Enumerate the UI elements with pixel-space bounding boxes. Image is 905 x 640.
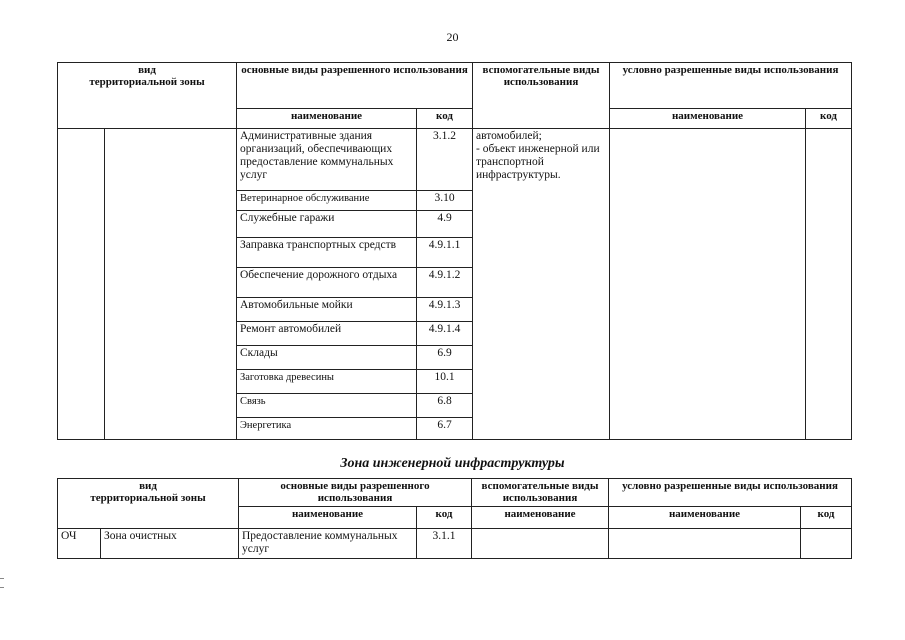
zone-name-cell: Зона очистных (101, 529, 239, 559)
aux-uses-cell: автомобилей; - объект инженерной или транспортной инфраструктуры. (473, 129, 610, 440)
zone-code-cell: ОЧ (58, 529, 101, 559)
main-use-name: Заготовка древесины (237, 370, 417, 394)
main-use-name: Энергетика (237, 418, 417, 440)
main-use-code: 4.9.1.2 (417, 268, 473, 298)
main-use-name: Обеспечение дорожного отдыха (237, 268, 417, 298)
main-use-code: 4.9.1.4 (417, 322, 473, 346)
main-use-name: Заправка транспортных средств (237, 238, 417, 268)
main-use-code: 6.8 (417, 394, 473, 418)
header-cond-name: наименование (609, 507, 801, 529)
main-use-code: 6.7 (417, 418, 473, 440)
land-use-table-1 (57, 62, 852, 440)
zone-title: Зона инженерной инфраструктуры (340, 456, 565, 471)
main-use-name: Связь (237, 394, 417, 418)
zone-code-cell (58, 129, 105, 440)
main-use-name: Автомобильные мойки (237, 298, 417, 322)
header-aux-uses: вспомогательные виды использования (472, 479, 609, 507)
header-main-name: наименование (239, 507, 417, 529)
main-use-code: 4.9.1.3 (417, 298, 473, 322)
main-use-name: Предоставление коммунальных услуг (239, 529, 417, 559)
header-cond-name: наименование (610, 109, 806, 129)
header-zone-type: вид территориальной зоны (58, 63, 237, 129)
main-use-name: Административные здания организаций, обеспечивающих предоставление коммунальных услуг (237, 129, 417, 191)
zone-name-cell (105, 129, 237, 440)
header-main-code: код (417, 109, 473, 129)
main-use-code: 6.9 (417, 346, 473, 370)
header-cond-code: код (801, 507, 852, 529)
main-use-code: 10.1 (417, 370, 473, 394)
main-use-name: Служебные гаражи (237, 211, 417, 238)
main-use-code: 4.9.1.1 (417, 238, 473, 268)
main-use-name: Ремонт автомобилей (237, 322, 417, 346)
header-main-name: наименование (237, 109, 417, 129)
header-main-uses: основные виды разрешенного использования (237, 63, 473, 109)
main-use-code: 3.1.2 (417, 129, 473, 191)
main-use-code: 4.9 (417, 211, 473, 238)
header-cond-uses: условно разрешенные виды использования (610, 63, 852, 109)
cond-code-cell (806, 129, 852, 440)
header-main-code: код (417, 507, 472, 529)
land-use-table-2 (57, 478, 852, 559)
page-number: 20 (446, 30, 459, 44)
main-use-code: 3.1.1 (417, 529, 472, 559)
cond-code-cell (801, 529, 852, 559)
main-use-name: Склады (237, 346, 417, 370)
main-use-name: Ветеринарное обслуживание (237, 191, 417, 211)
cond-name-cell (609, 529, 801, 559)
cond-name-cell (610, 129, 806, 440)
header-cond-uses: условно разрешенные виды использования (609, 479, 852, 507)
header-zone-type: вид территориальной зоны (58, 479, 239, 529)
aux-name-cell (472, 529, 609, 559)
margin-marks (0, 570, 6, 590)
main-use-code: 3.10 (417, 191, 473, 211)
header-aux-uses: вспомогательные виды использования (473, 63, 610, 129)
header-aux-name: наименование (472, 507, 609, 529)
header-main-uses: основные виды разрешенного использования (239, 479, 472, 507)
header-cond-code: код (806, 109, 852, 129)
